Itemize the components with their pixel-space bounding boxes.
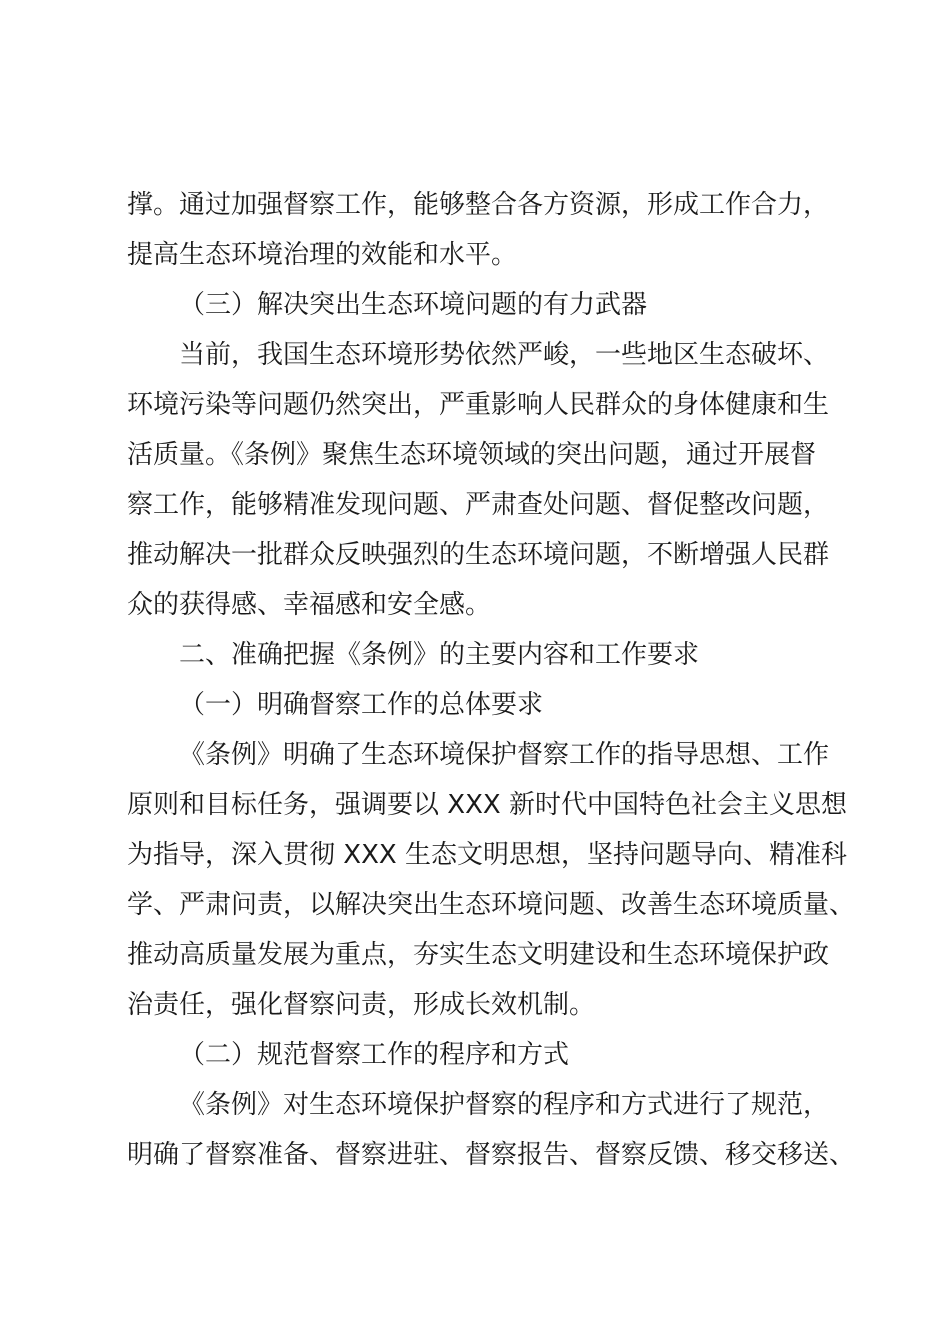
text-line-7: 察工作，能够精准发现问题、严肃查处问题、督促整改问题， <box>127 490 830 520</box>
text-line-19: 《条例》对生态环境保护督察的程序和方式进行了规范， <box>179 1090 830 1120</box>
text-line-13: 原则和目标任务，强调要以 XXX 新时代中国特色社会主义思想 <box>127 790 847 820</box>
text-line-9: 众的获得感、幸福感和安全感。 <box>127 590 492 620</box>
text-line-1: 撑。通过加强督察工作，能够整合各方资源，形成工作合力， <box>127 190 830 220</box>
chapter-heading-2: 二、准确把握《条例》的主要内容和工作要求 <box>179 640 700 670</box>
text-line-15: 学、严肃问责，以解决突出生态环境问题、改善生态环境质量、 <box>127 890 856 920</box>
text-line-16: 推动高质量发展为重点，夯实生态文明建设和生态环境保护政 <box>127 940 830 970</box>
text-line-2: 提高生态环境治理的效能和水平。 <box>127 240 518 270</box>
text-line-12: 《条例》明确了生态环境保护督察工作的指导思想、工作 <box>179 740 830 770</box>
section-heading-3: （三）解决突出生态环境问题的有力武器 <box>179 290 648 320</box>
text-line-4: 当前，我国生态环境形势依然严峻，一些地区生态破坏、 <box>179 340 830 370</box>
text-line-5: 环境污染等问题仍然突出，严重影响人民群众的身体健康和生 <box>127 390 830 420</box>
document-body <box>127 180 856 1180</box>
section-heading-2: （二）规范督察工作的程序和方式 <box>179 1040 570 1070</box>
text-line-20: 明确了督察准备、督察进驻、督察报告、督察反馈、移交移送、 <box>127 1140 856 1170</box>
text-line-17: 治责任，强化督察问责，形成长效机制。 <box>127 990 596 1020</box>
text-line-6: 活质量。《条例》聚焦生态环境领域的突出问题，通过开展督 <box>127 440 817 470</box>
text-line-14: 为指导，深入贯彻 XXX 生态文明思想，坚持问题导向、精准科 <box>127 840 847 870</box>
section-heading-1: （一）明确督察工作的总体要求 <box>179 690 544 720</box>
text-line-8: 推动解决一批群众反映强烈的生态环境问题，不断增强人民群 <box>127 540 830 570</box>
